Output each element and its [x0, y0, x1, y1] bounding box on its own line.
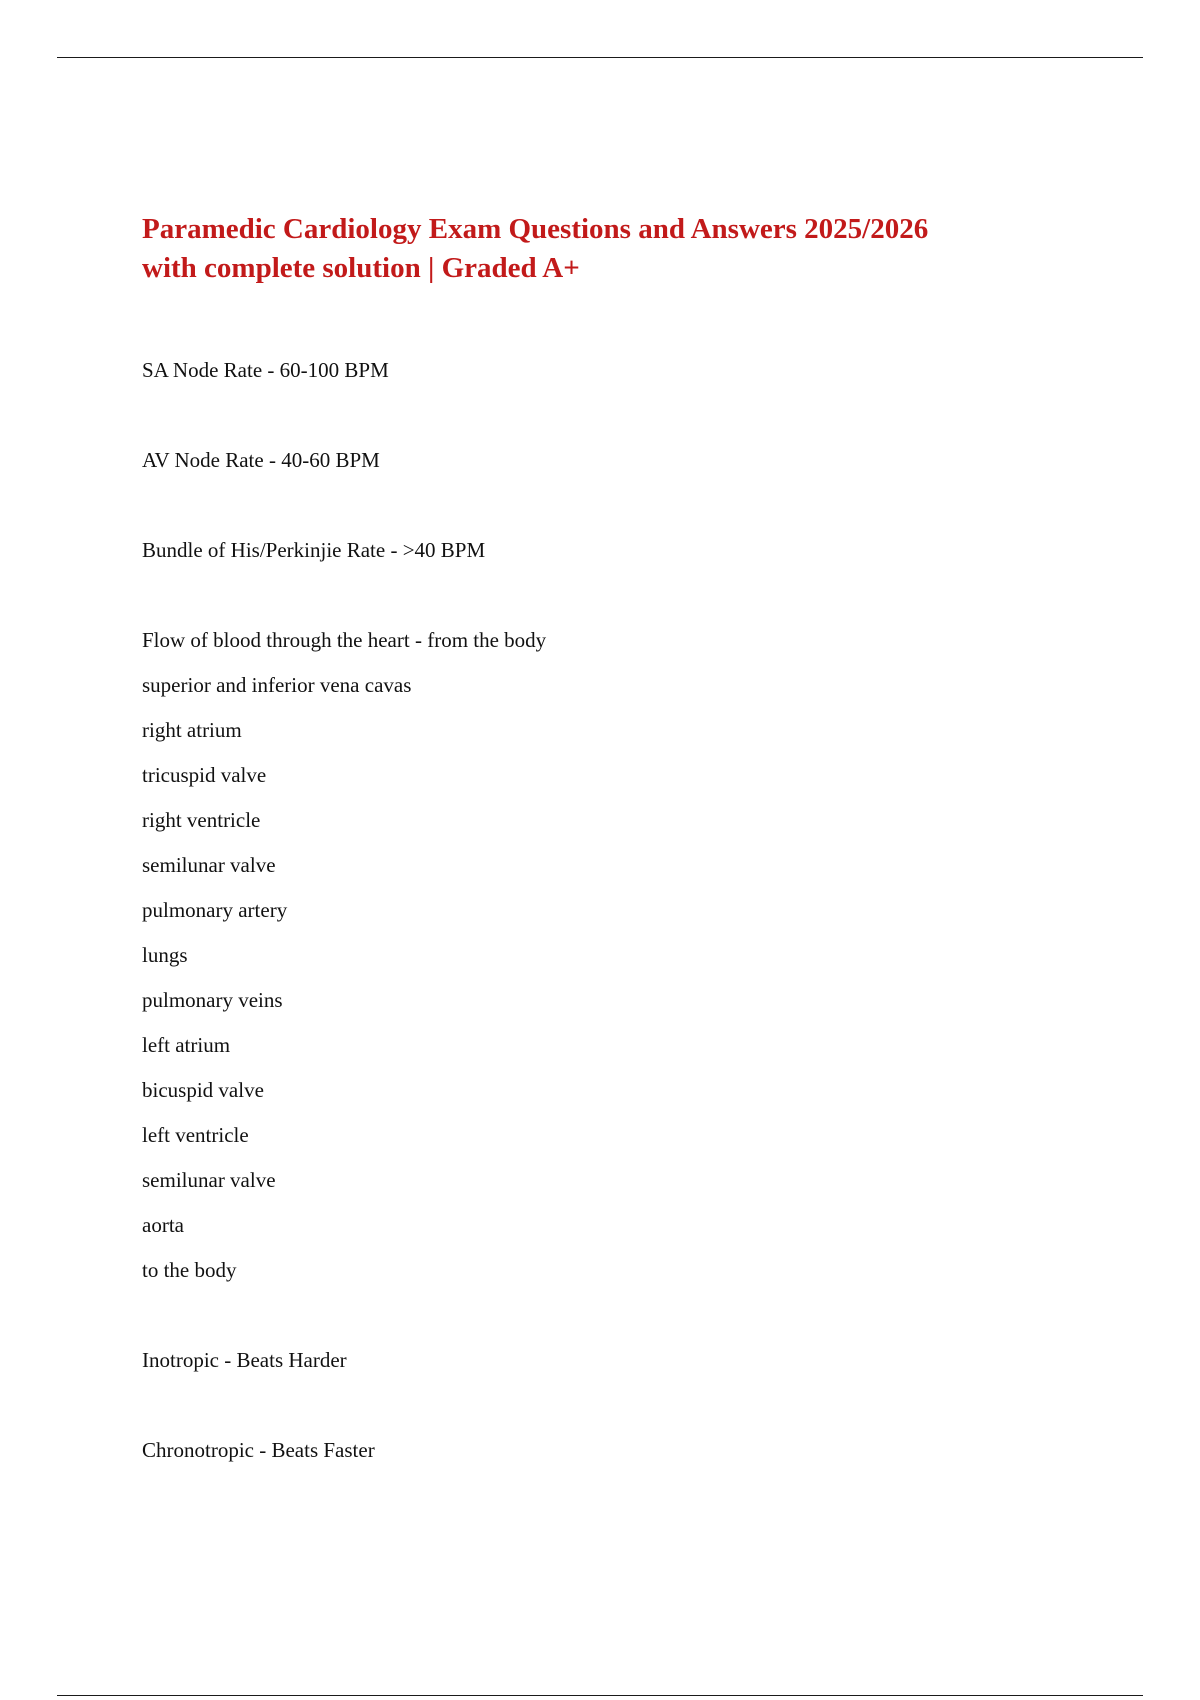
qa-answer-line: aorta	[142, 1213, 184, 1237]
qa-answer-line: pulmonary veins	[142, 988, 283, 1012]
qa-answer-line: bicuspid valve	[142, 1078, 264, 1102]
qa-answer-line: semilunar valve	[142, 853, 276, 877]
title-line-2: with complete solution | Graded A+	[142, 252, 580, 284]
qa-list	[142, 348, 1042, 1473]
qa-item	[142, 1338, 1042, 1383]
qa-question-line: Chronotropic - Beats Faster	[142, 1438, 375, 1462]
qa-answer-line: right atrium	[142, 718, 242, 742]
document-title	[142, 210, 1042, 288]
qa-answer-line: semilunar valve	[142, 1168, 276, 1192]
qa-question-line: Inotropic - Beats Harder	[142, 1348, 347, 1372]
qa-answer-line: superior and inferior vena cavas	[142, 673, 412, 697]
qa-question-line: Bundle of His/Perkinjie Rate - >40 BPM	[142, 538, 486, 562]
qa-answer-line: left ventricle	[142, 1123, 249, 1147]
qa-item	[142, 438, 1042, 483]
qa-question-line: Flow of blood through the heart - from the body	[142, 628, 547, 652]
qa-question-line: SA Node Rate - 60-100 BPM	[142, 358, 389, 382]
qa-item	[142, 1428, 1042, 1473]
qa-question-line: AV Node Rate - 40-60 BPM	[142, 448, 380, 472]
header-rule	[57, 57, 1143, 58]
qa-answer-line: tricuspid valve	[142, 763, 267, 787]
footer-rule	[57, 1695, 1143, 1696]
qa-item	[142, 348, 1042, 393]
title-line-1: Paramedic Cardiology Exam Questions and Answers 2025/2026	[142, 213, 929, 245]
qa-item	[142, 528, 1042, 573]
document-body	[142, 210, 1042, 1473]
qa-answer-line: right ventricle	[142, 808, 261, 832]
qa-answer-line: pulmonary artery	[142, 898, 288, 922]
qa-answer-line: left atrium	[142, 1033, 231, 1057]
qa-answer-line: to the body	[142, 1258, 237, 1282]
qa-answer-line: lungs	[142, 943, 188, 967]
qa-item	[142, 618, 1042, 1293]
